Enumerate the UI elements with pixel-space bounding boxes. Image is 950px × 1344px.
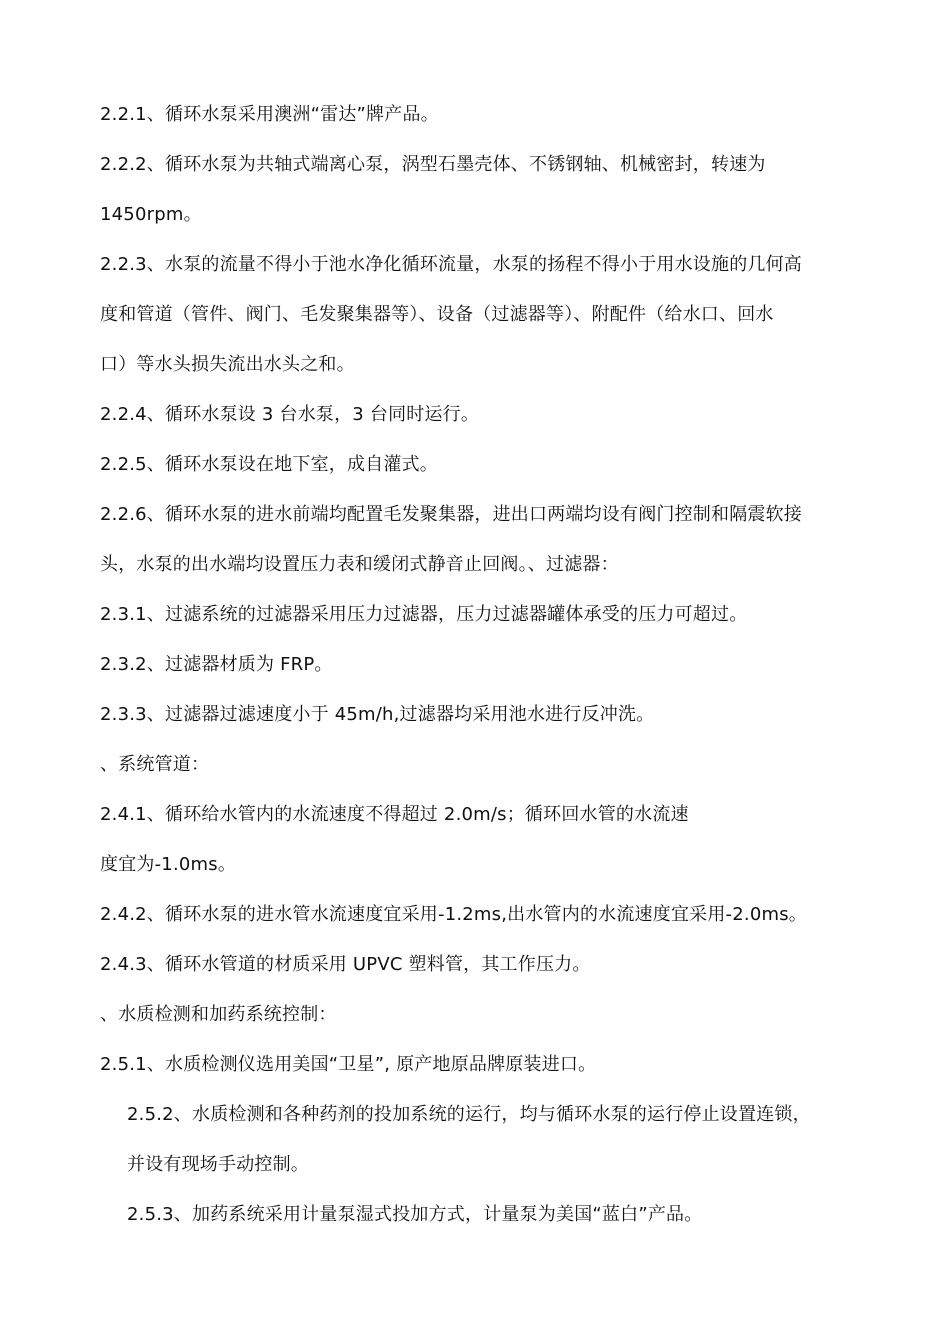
text-line: 2.2.6、循环水泵的进水前端均配置毛发聚集器，进出口两端均设有阀门控制和隔震软接 [100, 504, 802, 525]
text-line: 2.2.4、循环水泵设 3 台水泵，3 台同时运行。 [100, 404, 480, 425]
text-line: 2.4.1、循环给水管内的水流速度不得超过 2.0m/s；循环回水管的水流速 [100, 804, 689, 825]
text-line: 2.5.1、水质检测仪选用美国“卫星”, 原产地原品牌原装进口。 [100, 1054, 597, 1075]
text-line: 2.4.3、循环水管道的材质采用 UPVC 塑料管，其工作压力。 [100, 954, 591, 975]
text-line: 1450rpm。 [100, 204, 202, 225]
text-line: 并设有现场手动控制。 [127, 1154, 309, 1175]
text-line: 2.3.1、过滤系统的过滤器采用压力过滤器，压力过滤器罐体承受的压力可超过。 [100, 604, 748, 625]
section-heading: 、水质检测和加药系统控制： [100, 1004, 337, 1025]
text-line: 2.2.2、循环水泵为共轴式端离心泵，涡型石墨壳体、不锈钢轴、机械密封，转速为 [100, 154, 766, 175]
text-line: 2.2.3、水泵的流量不得小于池水净化循环流量，水泵的扬程不得小于用水设施的几何高 [100, 254, 802, 275]
text-line: 2.3.3、过滤器过滤速度小于 45m/h,过滤器均采用池水进行反冲洗。 [100, 704, 655, 725]
section-heading: 、系统管道： [100, 754, 210, 775]
text-line: 2.5.3、加药系统采用计量泵湿式投加方式，计量泵为美国“蓝白”产品。 [127, 1204, 703, 1225]
text-line: 口）等水头损失流出水头之和。 [100, 354, 355, 375]
text-line: 2.2.5、循环水泵设在地下室，成自灌式。 [100, 454, 438, 475]
text-line: 度和管道（管件、阀门、毛发聚集器等）、设备（过滤器等）、附配件（给水口、回水 [100, 304, 774, 325]
text-line: 头，水泵的出水端均设置压力表和缓闭式静音止回阀。、过滤器： [100, 554, 619, 575]
text-line: 2.5.2、水质检测和各种药剂的投加系统的运行，均与循环水泵的运行停止设置连锁， [127, 1104, 811, 1125]
text-line: 2.3.2、过滤器材质为 FRP。 [100, 654, 333, 675]
text-line: 度宜为-1.0ms。 [100, 854, 237, 875]
text-line: 2.2.1、循环水泵采用澳洲“雷达”牌产品。 [100, 104, 439, 125]
text-line: 2.4.2、循环水泵的进水管水流速度宜采用-1.2ms,出水管内的水流速度宜采用-2.0ms。 [100, 904, 807, 925]
